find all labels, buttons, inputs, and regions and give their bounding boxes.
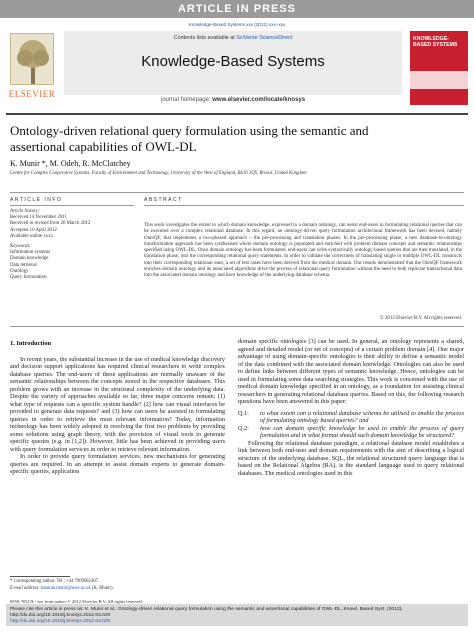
abstract-copyright: © 2012 Elsevier B.V. All rights reserved. bbox=[379, 316, 462, 321]
sciverse-link[interactable]: SciVerse ScienceDirect bbox=[236, 35, 293, 41]
contents-line bbox=[64, 35, 402, 41]
masthead-box bbox=[64, 31, 402, 95]
cover-title: KNOWLEDGE-BASED SYSTEMS bbox=[413, 36, 458, 48]
keyword-item: Ontology bbox=[10, 268, 29, 274]
article-title bbox=[10, 123, 430, 155]
introduction-heading: 1. Introduction bbox=[10, 340, 52, 347]
keyword-item: Domain knowledge bbox=[10, 256, 49, 262]
corresponding-author-note: * Corresponding author. Tel.: +44 7909682467. bbox=[10, 579, 100, 584]
question-text: how can domain specific knowledge be used to enable the process of query formulation and in what format should such domain knowledge be structured? bbox=[260, 424, 464, 439]
history-item: Received in revised form 26 March 2012 bbox=[10, 221, 91, 227]
question-label: Q.1: bbox=[238, 409, 249, 417]
keywords bbox=[10, 244, 50, 281]
homepage-url[interactable]: www.elsevier.com/locate/knosys bbox=[212, 97, 306, 103]
history-item: Available online xxxx bbox=[10, 233, 54, 239]
title-line-1: Ontology-driven relational query formulation using the semantic and bbox=[10, 123, 369, 138]
history-label: Article history: bbox=[10, 209, 40, 214]
question-text: to what extent can a relational database schema be utilised to enable the process of formulating ontology based queries? and bbox=[260, 409, 464, 424]
elsevier-tree-icon bbox=[10, 33, 54, 85]
body-right-column bbox=[238, 338, 464, 477]
email-label: E-mail address: bbox=[10, 586, 42, 591]
author-list: K. Munir *, M. Odeh, R. McClatchey bbox=[10, 159, 131, 168]
history-item: Received 14 November 2011 bbox=[10, 215, 67, 221]
doi-link[interactable]: http://dx.doi.org/10.1016/j.knosys.2012.04.020 bbox=[10, 619, 111, 625]
email-suffix: (K. Munir). bbox=[90, 586, 114, 591]
article-in-press-banner: ARTICLE IN PRESS bbox=[0, 0, 474, 18]
contents-prefix: Contents lists available at bbox=[173, 35, 237, 41]
body-paragraph: Following the relational database paradigm, a relational database model establishes a link between both end-user and domain requirements with the aim of describing a logical structure of the underlying database. SQL, the relational structured query language that is based on the Relational Algebra (RA), is the standard language used to query relational databases. The medical ontologies used in this bbox=[238, 439, 464, 477]
abstract-rule bbox=[144, 205, 464, 206]
journal-masthead bbox=[6, 31, 468, 111]
homepage-prefix: journal homepage: bbox=[160, 97, 213, 103]
citation-text: Please cite this article in press as: K. Munir et al., Ontology-driven relational query formulation using the semantic and assertional capabilities of OWL-DL, Knowl. Based Syst. (2012), http://dx.doi.org/10.1016/j.knosys.2012.04.020 bbox=[10, 607, 403, 619]
elsevier-logo bbox=[6, 31, 58, 105]
research-question bbox=[238, 410, 464, 425]
abstract-text: This work investigates the extent to which domain knowledge, expressed in a domain ontology, can assist end-users in formulating relational queries that can be executed over a complex relational database. In this regard, an ontology-driven query formulation architectural framework has been devised, namely OntoQF, that implements a two-phased approach – the pre-processing and translation phases. In the pre-processing phase, a new database-to-ontology transformation approach has been synthesised where domain ontology is populated and enriched with problem domain concepts and semantic relationships specified using OWL-DL. Once domain ontology has been formulated, end-users can write syntactically ontology-based queries that are then translated, in the translation phase, into the corresponding relational query statements. In order to validate the correctness of translating single or multiple OWL-DL constructs into their corresponding relational ones, a set of test cases have been derived from the medical domain. Our results demonstrated that the OntoQF framework enriches domain ontology and its associated algorithms drive the process of relational query formulation without the need to both replicate transactional data into the associated domain ontology and have knowledge of the underlying database schema. bbox=[144, 223, 462, 279]
elsevier-wordmark: ELSEVIER bbox=[8, 89, 56, 99]
body-paragraph: In order to provide query formulation services, new mechanisms for generating queries are required. In an attempt to assist domain experts to generate domain-specific queries, application bbox=[10, 453, 225, 475]
email-link[interactable]: kamran.munir@uwe.ac.uk bbox=[41, 586, 91, 591]
body-left-column bbox=[10, 340, 225, 476]
keyword-item: Data retrieval bbox=[10, 262, 37, 268]
history-item: Accepted 10 April 2012 bbox=[10, 227, 57, 233]
email-note bbox=[10, 586, 114, 591]
masthead-divider bbox=[6, 113, 468, 115]
abstract-bottom-rule bbox=[10, 326, 464, 327]
body-paragraph: domain specific ontologies [3] can be used. In general, an ontology represents a shared, agreed and detailed model (or set of concepts) of a certain problem domain [4]. One major advantage of using domain-specific ontologies is their ability to define a semantic model of the data combined with the associated domain knowledge. Ontologies can also be used to define links between different types of semantic knowledge. Hence, ontologies can be used in formulating some data searching strategies. This work is concerned with the use of medical domain knowledge specified in an ontology, as a foundation for assisting clinical researchers in generating relational database queries. Based on this, the following research questions have been answered in this paper: bbox=[238, 338, 464, 405]
footnote-rule bbox=[10, 576, 70, 577]
issn-line: 0950-7051/$ - see front matter © 2012 Elsevier B.V. All rights reserved. bbox=[10, 599, 143, 604]
abstract-heading: ABSTRACT bbox=[144, 197, 183, 203]
citation-box bbox=[6, 604, 468, 626]
journal-cover-thumbnail bbox=[410, 31, 468, 105]
keyword-item: Information systems bbox=[10, 250, 51, 256]
journal-title: Knowledge-Based Systems bbox=[141, 53, 325, 70]
journal-homepage bbox=[64, 97, 402, 103]
title-line-2: assertional capabilities of OWL-DL bbox=[10, 139, 197, 154]
journal-citation-link[interactable]: Knowledge-Based Systems xxx (2012) xxx–xxx bbox=[188, 22, 286, 27]
keywords-label: Keywords: bbox=[10, 244, 32, 249]
cover-band bbox=[410, 71, 468, 89]
research-question bbox=[238, 425, 464, 440]
article-info-heading: ARTICLE INFO bbox=[10, 197, 63, 203]
article-info-rule bbox=[10, 205, 134, 206]
keyword-item: Query formulation bbox=[10, 275, 47, 281]
question-label: Q.2: bbox=[238, 424, 249, 432]
header-divider bbox=[10, 192, 464, 193]
article-history bbox=[10, 209, 90, 240]
body-paragraph: In recent years, the substantial increase in the use of medical knowledge discovery and decision support applications has required clinical researchers to write complex database queries. The end-users of these applications are normally unaware of the semantic relationships between the concepts stored in the respective databases. This problem grows with an increase in the structural complexity of the underlying data. Despite the variety of approaches available so far, three major concerns remain: (1) what type of requests can a specific system handle? (2) how can visual interfaces be provided to generate data requests? and (3) how can users be assisted in formulating queries in order to retrieve the most relevant information? Today, information technology has been widely adopted in resolving the first two problems by providing some solutions using graph theory, with the provision of visual tools to generate specific queries (e.g. in [1,2]). However, little has been achieved in providing users with query formulation services in order to retrieve relevant information. bbox=[10, 355, 225, 453]
affiliation: Centre for Complex Cooperative Systems, Faculty of Environment and Technology, University of the West of England, BS16 1QY, Bristol, United Kingdom bbox=[10, 171, 307, 176]
